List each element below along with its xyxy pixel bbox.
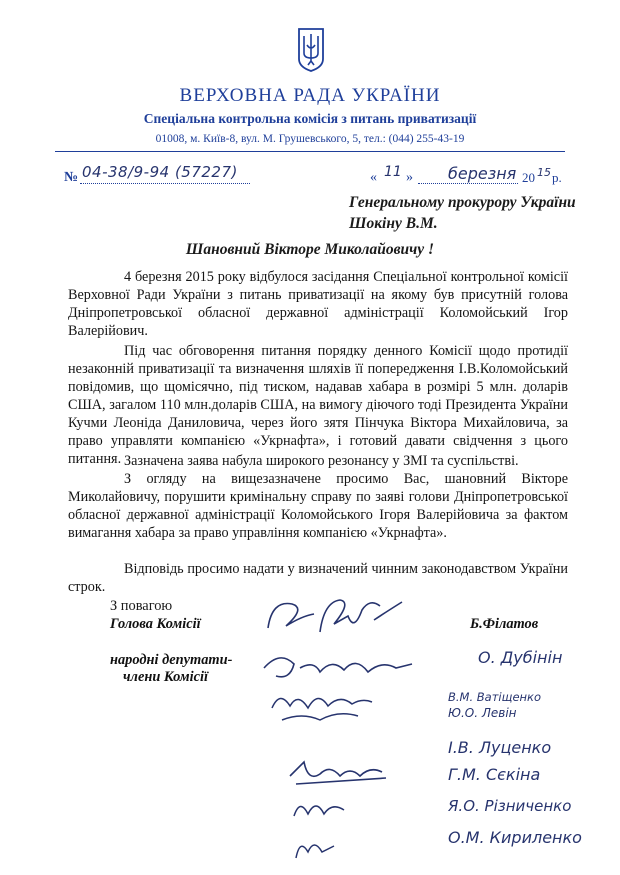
handwritten-name-kyrylenko: О.М. Кириленко [448,828,582,847]
handwritten-name-levin: Ю.О. Левін [448,706,517,720]
body-paragraph-2: Під час обговорення питання порядку денного Комісії щодо протидії незаконній приватизації та визначення шляхів її попередження І.В.Коломойський повідомив, що щомісячно, під тиском, надавав хабара в розмірі 5 млн. доларів США, загалом 110 млн.доларів США, на вимогу діючого тоді Президента України Кучми Леоніда Даниловича, через його зятя Пінчука Віктора Михайловича, за право управляти компанією «Укрнафта», і готовий давати свідчення з цього питання. [68,343,568,467]
addressee-line-2: Шокіну В.М. [349,215,438,232]
date-quote-close: » [406,170,413,185]
date-year: 15 [537,166,551,179]
signature-vatishchenko [268,684,378,728]
commission-address: 01008, м. Київ-8, вул. М. Грушевського, 5, тел.: (044) 255-43-19 [155,133,465,145]
date-quote-open: « [370,170,377,185]
deputies-line-1: народні депутати- [110,652,233,668]
ref-no-label: № [64,170,79,185]
handwritten-name-dubinin: О. Дубінін [478,648,563,667]
handwritten-name-vatishchenko: В.М. Ватіщенко [448,690,542,704]
addressee-line-1: Генеральному прокурору України [349,194,576,211]
body-paragraph-4: З огляду на вищезазначене просимо Вас, шановний Вікторе Миколайовичу, порушити кримінальну справу по заяві голови Дніпропетровської обласної державної адміністрації Коломойського Ігоря Валерійовича за фактом вимагання хабара за право управління компанією «Укрнафта». [68,471,568,541]
signature-filatov [262,592,412,642]
commission-subtitle: Спеціальна контрольна комісія з питань приватизації [143,111,477,126]
body-paragraph-3: Зазначена заява набула широкого резонансу у ЗМІ та суспільстві. [124,453,519,469]
signature-lutsenko [286,754,396,790]
ref-number: 04-38/9-94 (57227) [82,163,238,181]
date-day: 11 [384,164,402,180]
letterhead-divider [55,151,565,152]
deputies-line-2: члени Комісії [123,669,209,685]
signature-riznychenko [290,792,350,828]
body-paragraph-1: 4 березня 2015 року відбулося засідання Спеціальної контрольної комісії Верховної Ради України з питань приватизації на якому був присутній голова Дніпропетровської обласної державної адміністрації Коломойський Ігор Валерійович. [68,269,568,339]
chair-title: Голова Комісії [110,616,201,632]
salutation: Шановний Вікторе Миколайовичу ! [185,241,435,258]
org-name: ВЕРХОВНА РАДА УКРАЇНИ [179,85,441,106]
handwritten-name-syekina: Г.М. Сєкіна [448,765,541,784]
ref-number-line [80,183,250,184]
closing-regards: З повагою [110,598,173,614]
date-month-line [418,183,518,184]
signature-dubinin [260,646,420,686]
chair-name: Б.Філатов [470,616,539,632]
body-paragraph-5: Відповідь просимо надати у визначений чинним законодавством України строк. [68,561,568,595]
handwritten-name-lutsenko: І.В. Луценко [448,738,552,757]
handwritten-name-riznychenko: Я.О. Різниченко [448,797,572,815]
date-year-prefix: 20 [522,170,535,185]
signature-kyrylenko [290,832,340,866]
tryzub-emblem [296,27,326,73]
date-year-suffix: р. [552,170,562,185]
date-month: березня [448,164,517,183]
